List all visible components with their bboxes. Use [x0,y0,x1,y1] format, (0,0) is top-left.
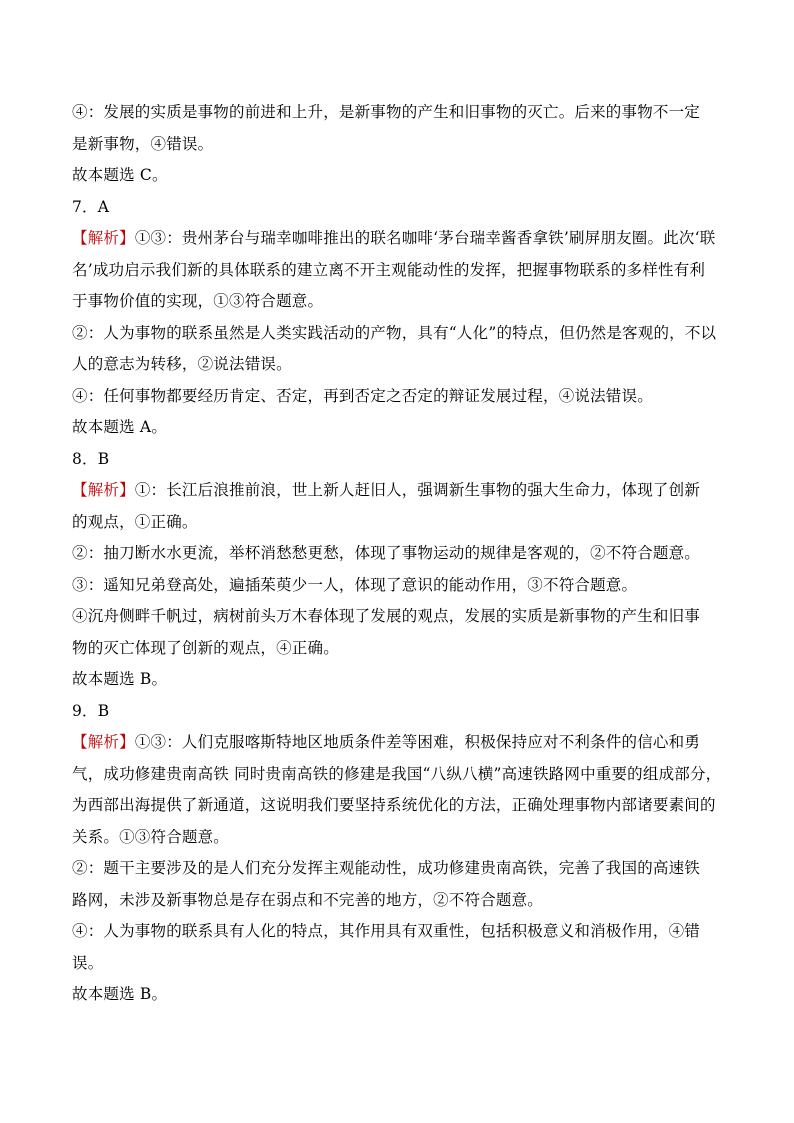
text-line: ④：任何事物都要经历肯定、否定，再到否定之否定的辩证发展过程，④说法错误。 [72,386,653,405]
question-answer-line: 9．B [72,701,110,720]
text-line: 为西部出海提供了新通道，这说明我们要坚持系统优化的方法，正确处理事物内部诸要素间的 [72,796,716,814]
analysis-line [72,727,732,759]
text-line: ④：发展的实质是事物的前进和上升，是新事物的产生和旧事物的灭亡。后来的事物不一定 [72,103,701,121]
analysis-text: ①：长江后浪推前浪，世上新人赶旧人，强调新生事物的强大生命力，体现了创新 [134,481,701,499]
analysis-tag: 【解析】 [72,733,135,751]
text-line: 的观点，①正确。 [72,512,198,531]
text-line: 是新事物，④错误。 [72,134,214,153]
text-line: 误。 [72,953,104,972]
question-answer-line: 8．B [72,449,110,468]
analysis-line [72,223,732,255]
text-line: 路网，未涉及新事物总是存在弱点和不完善的地方，②不符合题意。 [72,890,544,909]
text-line: ②：抽刀断水水更流，举杯消愁愁更愁，体现了事物运动的规律是客观的，②不符合题意。 [72,544,701,562]
document-body [72,97,732,1011]
analysis-text: ①③：贵州茅台与瑞幸咖啡推出的联名咖啡‘茅台瑞幸酱香拿铁’刷屏朋友圈。此次‘联 [134,229,716,247]
text-line: ③：遥知兄弟登高处，遍插茱萸少一人，体现了意识的能动作用，③不符合题意。 [72,575,638,594]
conclusion-line: 故本题选 A。 [72,418,168,436]
analysis-tag: 【解析】 [72,229,135,247]
text-line: ②：题干主要涉及的是人们充分发挥主观能动性，成功修建贵南高铁，完善了我国的高速铁 [72,859,701,877]
text-line: 人的意志为转移，②说法错误。 [72,355,292,373]
text-line: ④沉舟侧畔千帆过，病树前头万木春体现了发展的观点，发展的实质是新事物的产生和旧事 [72,607,701,625]
text-line: 气，成功修建贵南高铁 同时贵南高铁的修建是我国“八纵八横”高速铁路网中重要的组成部分， [72,764,722,783]
text-line: ④：人为事物的联系具有人化的特点，其作用具有双重性，包括积极意义和消极作用，④错 [72,922,701,940]
analysis-line [72,475,732,507]
analysis-text: ①③：人们克服喀斯特地区地质条件差等困难，积极保持应对不利条件的信心和勇 [134,733,701,751]
text-line: 于事物价值的实现，①③符合题意。 [72,292,324,310]
question-answer-line: 7．A [72,197,110,216]
conclusion-line: 故本题选 B。 [72,985,168,1003]
text-line: 名’成功启示我们新的具体联系的建立离不开主观能动性的发挥，把握事物联系的多样性有利 [72,260,706,279]
text-line: ②：人为事物的联系虽然是人类实践活动的产物，具有“人化”的特点，但仍然是客观的，不以 [72,323,717,342]
text-line: 物的灭亡体现了创新的观点，④正确。 [72,638,339,657]
conclusion-line: 故本题选 B。 [72,670,168,688]
text-line: 关系。①③符合题意。 [72,827,230,846]
analysis-tag: 【解析】 [72,481,135,499]
conclusion-line: 故本题选 C。 [72,166,168,184]
